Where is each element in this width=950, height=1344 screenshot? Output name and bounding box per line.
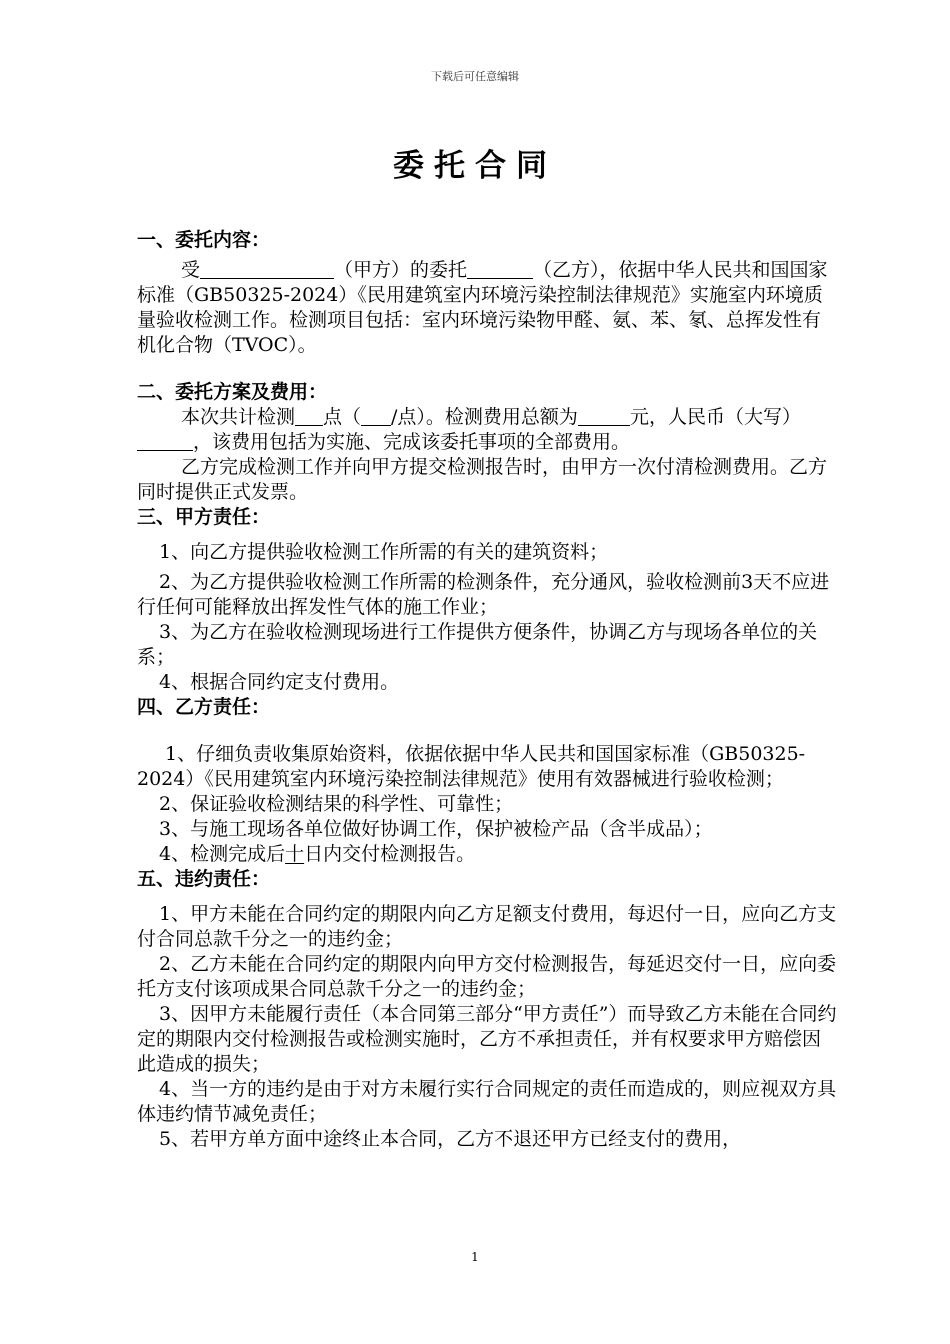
document-title: 委托合同 — [393, 148, 557, 184]
blank-total-fee[interactable] — [578, 406, 630, 426]
section-2-paragraph-1: 本次共计检测 点（ /点）。检测费用总额为 元，人民币（大写），该费用包括为实施、完成该委托事项的全部费用。 — [137, 405, 837, 455]
blank-point-count[interactable] — [295, 406, 323, 426]
section-5-item: 5、若甲方单方面中途终止本合同，乙方不退还甲方已经支付的费用， — [159, 1128, 742, 1150]
section-4-item: 4、检测完成后十日内交付检测报告。 — [159, 843, 476, 865]
blank-party-a[interactable] — [200, 259, 334, 279]
section-3-item: 3、为乙方在验收检测现场进行工作提供方便条件，协调乙方与现场各单位的关系； — [137, 621, 818, 668]
blank-fee-in-words[interactable] — [137, 431, 193, 451]
page-number: 1 — [471, 1250, 479, 1264]
header-note: 下载后可任意编辑 — [431, 70, 519, 83]
blank-unit-price[interactable] — [361, 406, 391, 426]
section-4-item: 3、与施工现场各单位做好协调工作，保护被检产品（含半成品）； — [159, 818, 713, 840]
section-heading-4: 四、乙方责任： — [137, 696, 271, 718]
blank-party-b[interactable] — [467, 259, 533, 279]
section-heading-1: 一、委托内容： — [137, 229, 271, 251]
section-3-item: 2、为乙方提供验收检测工作所需的检测条件，充分通风，验收检测前3天不应进行任何可能释放出挥发性气体的施工作业； — [137, 571, 830, 618]
section-3-item: 1、向乙方提供验收检测工作所需的有关的建筑资料； — [159, 541, 609, 563]
section-heading-3: 三、甲方责任： — [137, 506, 271, 528]
section-5-item: 2、乙方未能在合同约定的期限内向甲方交付检测报告，每延迟交付一日，应向委托方支付该项成果合同总款千分之一的违约金； — [137, 953, 837, 1000]
section-3-item: 4、根据合同约定支付费用。 — [159, 671, 400, 693]
section-5-item: 1、甲方未能在合同约定的期限内向乙方足额支付费用，每迟付一日，应向乙方支付合同总款千分之一的违约金； — [137, 903, 837, 950]
section-4-item: 1、仔细负责收集原始资料，依据依据中华人民共和国国家标准（GB50325-2024）《民用建筑室内环境污染控制法律规范》使用有效器械进行验收检测； — [137, 743, 806, 790]
section-heading-5: 五、违约责任： — [137, 868, 271, 890]
section-1-paragraph: 受 （甲方）的委托 （乙方），依据中华人民共和国国家标准（GB50325-2024）《民用建筑室内环境污染控制法律规范》实施室内环境质量验收检测工作。检测项目包括：室内环境污染物甲醛、氨、苯、氡、总挥发性有机化合物（TVOC）。 — [137, 259, 828, 356]
section-5-item: 3、因甲方未能履行责任（本合同第三部分“甲方责任”）而导致乙方未能在合同约定的期限内交付检测报告或检测实施时，乙方不承担责任，并有权要求甲方赔偿因此造成的损失； — [137, 1003, 837, 1075]
section-heading-2: 二、委托方案及费用： — [137, 381, 328, 403]
section-4-item: 2、保证验收检测结果的科学性、可靠性； — [159, 793, 514, 815]
contract-body — [137, 228, 837, 1152]
section-5-item: 4、当一方的违约是由于对方未履行实行合同规定的责任而造成的，则应视双方具体违约情节减免责任； — [137, 1078, 837, 1125]
section-2-paragraph-2: 乙方完成检测工作并向甲方提交检测报告时，由甲方一次付清检测费用。乙方同时提供正式发票。 — [137, 456, 828, 503]
report-days-value: 十 — [285, 843, 305, 865]
